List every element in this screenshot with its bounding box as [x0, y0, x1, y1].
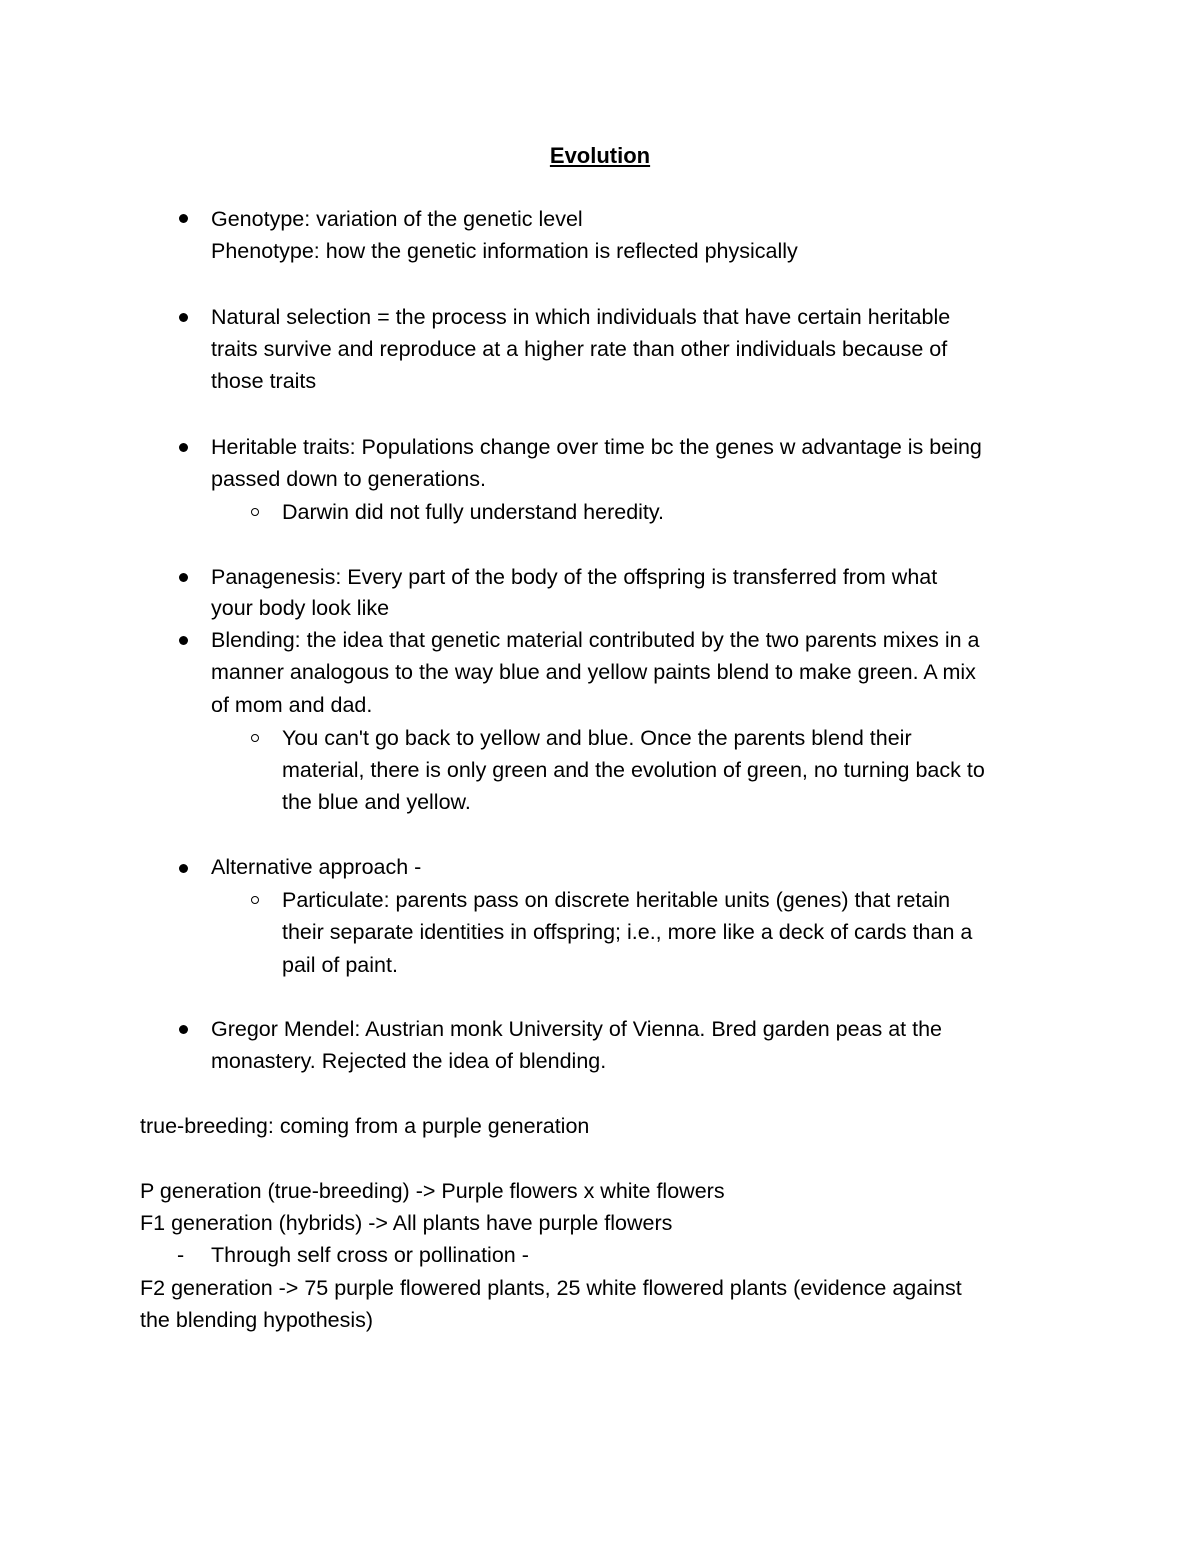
bullet-icon	[179, 443, 188, 452]
sub-bullet-blending-line-3: the blue and yellow.	[282, 790, 471, 814]
page-title: Evolution	[549, 143, 651, 168]
true-breeding-line: true-breeding: coming from a purple generation	[140, 1114, 590, 1138]
bullet-icon	[179, 313, 188, 322]
sub-bullet-icon	[251, 734, 259, 742]
dash-marker: -	[177, 1243, 185, 1267]
bullet-natural-selection-line-2: traits survive and reproduce at a higher rate than other individuals because of	[211, 337, 948, 361]
bullet-panagenesis-line-2: your body look like	[211, 596, 390, 620]
bullet-natural-selection-line-3: those traits	[211, 369, 317, 393]
f2-generation-line-2: the blending hypothesis)	[140, 1308, 374, 1332]
sub-bullet-icon	[251, 508, 259, 516]
bullet-icon	[179, 636, 188, 645]
bullet-icon	[179, 864, 188, 873]
bullet-icon	[179, 573, 188, 582]
bullet-alternative-line-1: Alternative approach -	[211, 855, 422, 879]
sub-bullet-particulate-line-3: pail of paint.	[282, 953, 398, 977]
sub-bullet-blending-line-1: You can't go back to yellow and blue. Once the parents blend their	[282, 726, 912, 750]
bullet-blending-line-3: of mom and dad.	[211, 693, 373, 717]
bullet-icon	[179, 214, 188, 223]
bullet-icon	[179, 1025, 188, 1034]
f1-dash-line: Through self cross or pollination -	[211, 1243, 529, 1267]
sub-bullet-icon	[251, 896, 259, 904]
bullet-blending-line-1: Blending: the idea that genetic material contributed by the two parents mixes in a	[211, 628, 980, 652]
bullet-mendel-line-1: Gregor Mendel: Austrian monk University of Vienna. Bred garden peas at the	[211, 1017, 943, 1041]
f1-generation-line: F1 generation (hybrids) -> All plants have purple flowers	[140, 1211, 673, 1235]
sub-bullet-darwin-line-1: Darwin did not fully understand heredity.	[282, 500, 665, 524]
bullet-blending-line-2: manner analogous to the way blue and yellow paints blend to make green. A mix	[211, 660, 976, 684]
sub-bullet-particulate-line-1: Particulate: parents pass on discrete heritable units (genes) that retain	[282, 888, 951, 912]
sub-bullet-blending-line-2: material, there is only green and the evolution of green, no turning back to	[282, 758, 985, 782]
f2-generation-line-1: F2 generation -> 75 purple flowered plants, 25 white flowered plants (evidence against	[140, 1276, 962, 1300]
bullet-heritable-traits-line-2: passed down to generations.	[211, 467, 486, 491]
bullet-natural-selection-line-1: Natural selection = the process in which individuals that have certain heritable	[211, 305, 951, 329]
bullet-genotype-line-2: Phenotype: how the genetic information is reflected physically	[211, 239, 798, 263]
bullet-genotype-line-1: Genotype: variation of the genetic level	[211, 207, 583, 231]
sub-bullet-particulate-line-2: their separate identities in offspring; i.e., more like a deck of cards than a	[282, 920, 973, 944]
bullet-heritable-traits-line-1: Heritable traits: Populations change over time bc the genes w advantage is being	[211, 435, 982, 459]
p-generation-line: P generation (true-breeding) -> Purple flowers x white flowers	[140, 1179, 725, 1203]
bullet-panagenesis-line-1: Panagenesis: Every part of the body of the offspring is transferred from what	[211, 565, 938, 589]
bullet-mendel-line-2: monastery. Rejected the idea of blending.	[211, 1049, 607, 1073]
